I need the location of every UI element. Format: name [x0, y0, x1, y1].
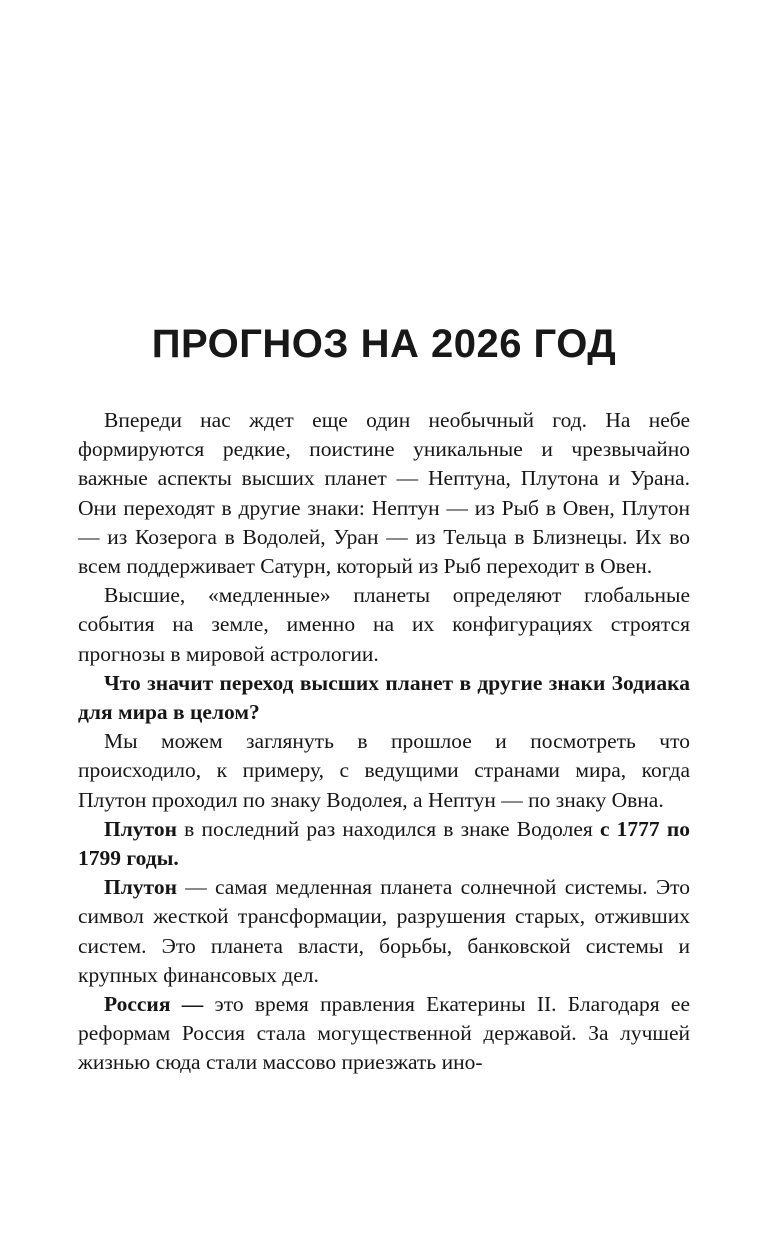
text-run: Высшие, «медленные» планеты определяют глобальные события на земле, именно на их конфигурациях строятся прогнозы в мировой астрологии. [78, 583, 690, 666]
paragraph [78, 990, 690, 1078]
paragraph [78, 727, 690, 815]
bold-text-run: с 1777 по 1799 годы. [78, 816, 690, 871]
text-run: Мы можем заглянуть в прошлое и посмотреть что происходило, к примеру, с ведущими странами мира, когда Плутон проходил по знаку Водолея, а Нептун — по знаку Овна. [78, 729, 690, 812]
body-text [78, 406, 690, 1078]
paragraph [78, 406, 690, 581]
bold-text-run: Россия — [104, 992, 215, 1017]
bold-text-run: Плутон [104, 875, 177, 900]
text-run: Впереди нас ждет еще один необычный год. На небе формируются редкие, поистине уникальные и чрезвычайно важные аспекты высших планет — Нептуна, Плутона и Урана. Они переходят в другие знаки: Нептун — из Рыб в Овен, Плутон — из Козерога в Водолей, Уран — из Тельца в Близнецы. Их во всем поддерживает Сатурн, который из Рыб переходит в Овен. [78, 408, 690, 579]
paragraph [78, 873, 690, 990]
paragraph [78, 669, 690, 727]
page-title: ПРОГНОЗ НА 2026 ГОД [151, 322, 617, 366]
bold-text-run: Что значит переход высших планет в другие знаки Зодиака для мира в целом? [78, 670, 690, 725]
text-run: в последний раз находился в знаке Водолея [176, 816, 600, 841]
text-run: — самая медленная планета солнечной системы. Это символ жесткой трансформации, разрушения старых, отживших систем. Это планета власти, борьбы, банковской системы и крупных финансовых дел. [78, 875, 690, 987]
paragraph [78, 815, 690, 873]
bold-text-run: Плутон [104, 816, 177, 841]
paragraph [78, 581, 690, 669]
text-run: это время правления Екатерины II. Благодаря ее реформам Россия стала могущественной державой. За лучшей жизнью сюда стали массово приезжать ино- [78, 992, 691, 1075]
